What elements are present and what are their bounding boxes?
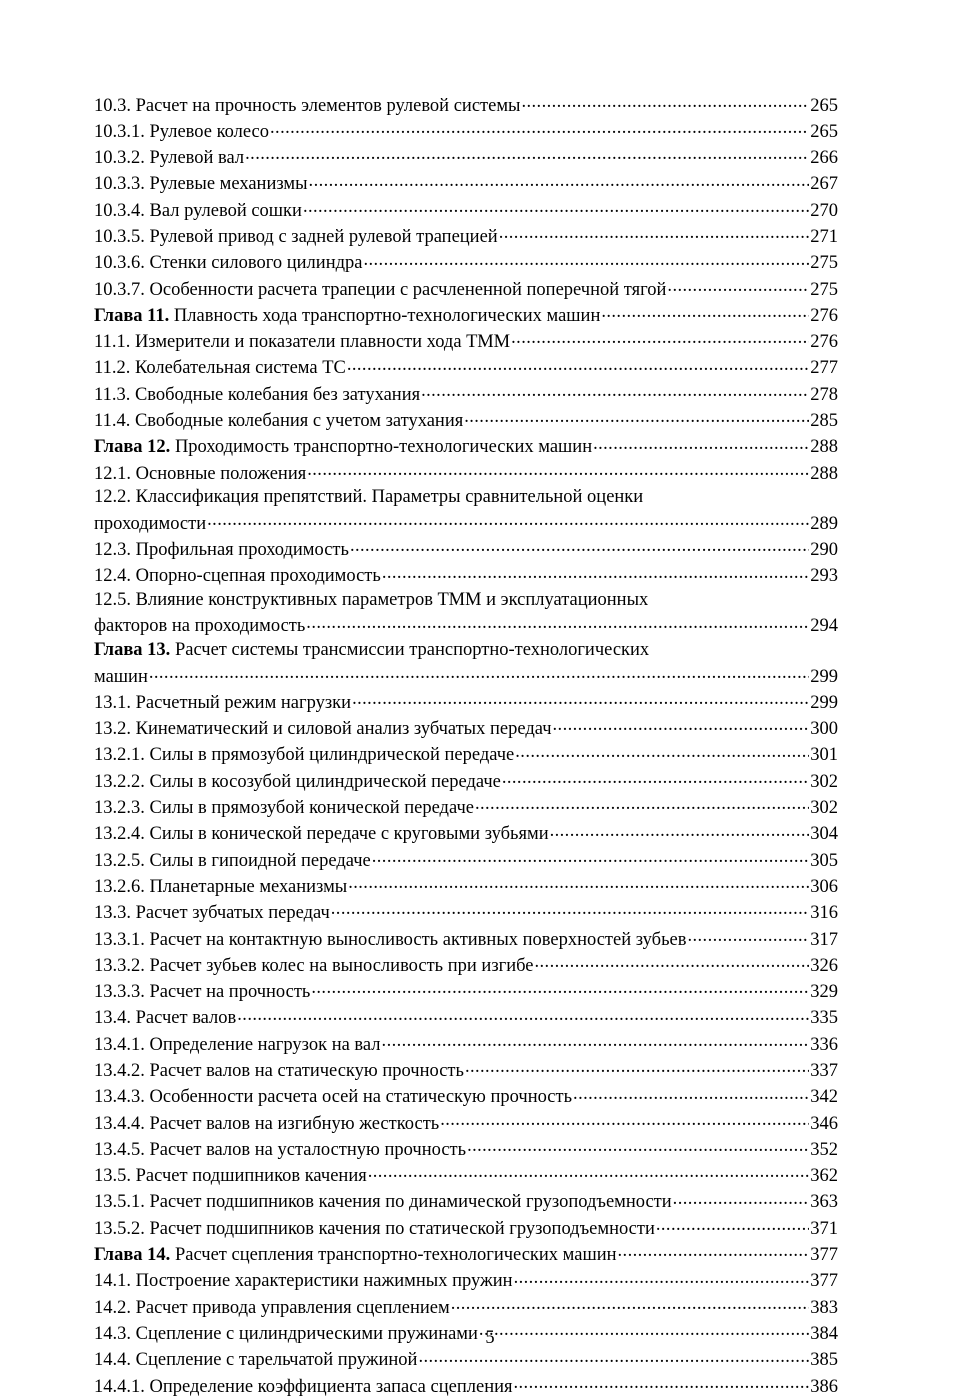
toc-entry-line — [94, 1057, 838, 1083]
toc-entry-line — [94, 742, 838, 768]
toc-entry-title — [94, 305, 600, 329]
toc-entry-title — [94, 744, 514, 768]
dot-leader — [270, 118, 809, 137]
dot-leader — [306, 613, 809, 632]
toc-entry-line — [94, 639, 838, 663]
toc-entry — [94, 486, 838, 536]
toc-entry-title — [94, 666, 148, 690]
toc-entry — [94, 873, 838, 899]
dot-leader — [499, 223, 810, 242]
toc-entry-text: 13.2.5. Силы в гипоидной передаче — [94, 850, 371, 871]
toc-entry-text: 13.2.2. Силы в косозубой цилиндрической передаче — [94, 771, 501, 792]
toc-page-number: 317 — [810, 929, 838, 950]
toc-entry-line — [94, 689, 838, 715]
toc-entry — [94, 329, 838, 355]
dot-leader — [451, 1294, 810, 1313]
toc-entry-text: машин — [94, 666, 148, 687]
toc-page-number: 288 — [810, 463, 838, 484]
toc-entry-line — [94, 276, 838, 302]
dot-leader — [601, 302, 809, 321]
toc-entry-title — [94, 1244, 617, 1268]
toc-entry-title — [94, 226, 498, 250]
toc-entry-text: 13.1. Расчетный режим нагрузки — [94, 692, 352, 713]
toc-entry-text: 13.4.3. Особенности расчета осей на статическую прочность — [94, 1087, 573, 1108]
toc-entry — [94, 926, 838, 952]
toc-entry — [94, 1294, 838, 1320]
dot-leader — [440, 1110, 809, 1129]
dot-leader — [347, 355, 809, 374]
toc-page-number: 270 — [810, 200, 838, 221]
dot-leader — [237, 1005, 809, 1024]
dot-leader — [514, 1268, 810, 1287]
toc-entry-line — [94, 613, 838, 639]
toc-entry-text: 13.3.1. Расчет на контактную выносливость активных поверхностей зубьев — [94, 929, 687, 950]
toc-entry — [94, 171, 838, 197]
toc-entry-text: 11.2. Колебательная система ТС — [94, 358, 346, 379]
toc-entry-title — [94, 252, 362, 276]
toc-entry-text: 10.3.7. Особенности расчета трапеции с расчлененной поперечной тягой — [94, 279, 667, 300]
toc-entry-title — [94, 121, 269, 145]
toc-page-number: 266 — [810, 148, 838, 169]
toc-entry-text: Проходимость транспортно-технологических машин — [170, 437, 593, 458]
toc-entry-line — [94, 1294, 838, 1320]
dot-leader — [352, 689, 809, 708]
dot-leader — [511, 329, 809, 348]
toc-entry-title — [94, 1165, 367, 1189]
toc-page-number: 300 — [810, 719, 838, 740]
toc-entry-line — [94, 460, 838, 486]
toc-entry-line — [94, 302, 838, 328]
toc-entry-line — [94, 1189, 838, 1215]
toc-entry-text: 12.3. Профильная проходимость — [94, 540, 349, 561]
toc-entry-line — [94, 1005, 838, 1031]
toc-entry-title — [94, 797, 474, 821]
toc-entry — [94, 145, 838, 171]
toc-page-number: 362 — [810, 1166, 838, 1187]
toc-entry-text: 10.3.4. Вал рулевой сошки — [94, 200, 302, 221]
toc-entry-text: 13.2.6. Планетарные механизмы — [94, 876, 348, 897]
toc-entry-title — [94, 823, 549, 847]
toc-entry-line — [94, 1215, 838, 1241]
toc-entry — [94, 900, 838, 926]
toc-entry-text: 14.3. Сцепление с цилиндрическими пружинами — [94, 1323, 478, 1344]
toc-entry — [94, 795, 838, 821]
toc-entry-title — [94, 200, 302, 224]
toc-entry-title — [94, 1034, 381, 1058]
toc-page-number: 265 — [810, 95, 838, 116]
toc-entry-line — [94, 1242, 838, 1268]
toc-entry — [94, 276, 838, 302]
dot-leader — [502, 768, 809, 787]
toc-entry-title — [94, 1297, 450, 1321]
toc-entry-line — [94, 1347, 838, 1373]
toc-entry-text: 13.3.3. Расчет на прочность — [94, 982, 311, 1003]
dot-leader — [467, 1136, 809, 1155]
toc-entry — [94, 381, 838, 407]
toc-page-number: 302 — [810, 771, 838, 792]
dot-leader — [303, 197, 809, 216]
toc-entry-title — [94, 876, 347, 900]
toc-entry-text: 10.3.2. Рулевой вал — [94, 148, 245, 169]
toc-page-number: 302 — [810, 798, 838, 819]
toc-entry-text: 10.3.5. Рулевой привод с задней рулевой трапецией — [94, 226, 498, 247]
toc-entry — [94, 302, 838, 328]
dot-leader — [573, 1084, 809, 1103]
toc-entry-line — [94, 1268, 838, 1294]
toc-entry — [94, 1347, 838, 1373]
chapter-label: Глава 11. — [94, 305, 170, 326]
toc-entry-line — [94, 847, 838, 873]
toc-entry-title — [94, 1007, 236, 1031]
dot-leader — [331, 900, 809, 919]
toc-entry-line — [94, 663, 838, 689]
toc-entry-line — [94, 118, 838, 144]
toc-entry-text: 12.5. Влияние конструктивных параметров ТММ и эксплуатационных — [94, 590, 649, 611]
toc-entry — [94, 1136, 838, 1162]
toc-entry — [94, 434, 838, 460]
dot-leader — [421, 381, 809, 400]
toc-entry — [94, 223, 838, 249]
toc-entry-text: 13.4.5. Расчет валов на усталостную прочность — [94, 1139, 467, 1160]
toc-entry-line — [94, 537, 838, 563]
toc-entry-line — [94, 486, 838, 510]
toc-entry — [94, 460, 838, 486]
toc-page-number: 377 — [810, 1245, 838, 1266]
dot-leader — [372, 847, 810, 866]
toc-entry-text: 13.4.1. Определение нагрузок на вал — [94, 1034, 381, 1055]
toc-entry-title — [94, 1191, 672, 1215]
chapter-label: Глава 13. — [94, 640, 171, 661]
toc-page-number: 275 — [810, 253, 838, 274]
toc-page-number: 293 — [810, 566, 838, 587]
dot-leader — [350, 537, 809, 556]
toc-entry-line — [94, 952, 838, 978]
toc-entry — [94, 589, 838, 639]
toc-page-number: 336 — [810, 1034, 838, 1055]
chapter-label: Глава 14. — [94, 1245, 171, 1266]
toc-entry — [94, 563, 838, 589]
toc-entry-line — [94, 408, 838, 434]
toc-entry-title — [94, 1139, 466, 1163]
dot-leader — [535, 952, 810, 971]
dot-leader — [550, 821, 810, 840]
toc-entry-line — [94, 589, 838, 613]
dot-leader — [311, 979, 809, 998]
toc-entry-title — [94, 357, 346, 381]
dot-leader — [309, 171, 810, 190]
toc-page-number: 299 — [810, 692, 838, 713]
toc-entry-line — [94, 1163, 838, 1189]
toc-entry-text: 14.2. Расчет привода управления сцеплением — [94, 1297, 450, 1318]
toc-entry-title — [94, 1349, 417, 1373]
toc-entry — [94, 952, 838, 978]
page-number: 5 — [485, 1328, 495, 1348]
toc-page-number: 386 — [810, 1376, 838, 1397]
toc-entry-text: 11.3. Свободные колебания без затухания — [94, 384, 421, 405]
toc-page-number: 289 — [810, 513, 838, 534]
dot-leader — [382, 563, 809, 582]
dot-leader — [515, 742, 809, 761]
toc-entry-line — [94, 92, 838, 118]
toc-entry — [94, 92, 838, 118]
toc-entry-title — [94, 565, 381, 589]
toc-entry — [94, 250, 838, 276]
toc-entry — [94, 1189, 838, 1215]
toc-page-number: 285 — [810, 411, 838, 432]
toc-entry — [94, 742, 838, 768]
toc-entry-text: проходимости — [94, 513, 207, 534]
toc-entry-text: 13.5.2. Расчет подшипников качения по статической грузоподъемности — [94, 1218, 655, 1239]
toc-entry — [94, 1005, 838, 1031]
toc-entry — [94, 1110, 838, 1136]
dot-leader — [149, 663, 809, 682]
toc-entry-title — [94, 640, 649, 660]
toc-entry-text: 12.2. Классификация препятствий. Параметры сравнительной оценки — [94, 487, 644, 508]
toc-entry-line — [94, 1373, 838, 1399]
table-of-contents — [94, 92, 838, 1399]
toc-entry-title — [94, 590, 648, 610]
toc-entry-text: 13.2.3. Силы в прямозубой конической передаче — [94, 798, 474, 819]
dot-leader — [673, 1189, 810, 1208]
toc-entry-title — [94, 463, 306, 487]
toc-page-number: 288 — [810, 437, 838, 458]
toc-entry-line — [94, 250, 838, 276]
toc-entry-text: 10.3. Расчет на прочность элементов рулевой системы — [94, 95, 521, 116]
toc-entry-line — [94, 1136, 838, 1162]
toc-entry-text: 11.1. Измерители и показатели плавности хода ТММ — [94, 332, 511, 353]
dot-leader — [687, 926, 809, 945]
dot-leader — [418, 1347, 809, 1366]
toc-page-number: 267 — [810, 174, 838, 195]
toc-entry — [94, 768, 838, 794]
toc-entry-text: 14.4.1. Определение коэффициента запаса сцепления — [94, 1376, 513, 1397]
toc-entry — [94, 118, 838, 144]
toc-entry-text: 10.3.3. Рулевые механизмы — [94, 174, 308, 195]
dot-leader — [368, 1163, 810, 1182]
toc-entry-text: 12.1. Основные положения — [94, 463, 307, 484]
toc-entry-text: Расчет сцепления транспортно-технологических машин — [170, 1245, 617, 1266]
toc-entry-line — [94, 795, 838, 821]
toc-page-number: 342 — [810, 1087, 838, 1108]
toc-entry-title — [94, 981, 310, 1005]
toc-entry-title — [94, 929, 686, 953]
toc-page-number: 377 — [810, 1271, 838, 1292]
toc-entry-text: 14.1. Построение характеристики нажимных пружин — [94, 1271, 513, 1292]
dot-leader — [618, 1242, 810, 1261]
toc-entry — [94, 1057, 838, 1083]
dot-leader — [465, 1057, 809, 1076]
toc-entry-title — [94, 436, 592, 460]
dot-leader — [667, 276, 809, 295]
toc-entry — [94, 1215, 838, 1241]
dot-leader — [207, 510, 809, 529]
toc-entry-line — [94, 563, 838, 589]
toc-page-number: 335 — [810, 1008, 838, 1029]
toc-entry-text: 12.4. Опорно-сцепная проходимость — [94, 566, 381, 587]
dot-leader — [521, 92, 809, 111]
toc-entry-title — [94, 902, 330, 926]
toc-entry-text: 13.5.1. Расчет подшипников качения по динамической грузоподъемности — [94, 1192, 672, 1213]
toc-entry-title — [94, 692, 351, 716]
toc-entry-line — [94, 355, 838, 381]
toc-entry-title — [94, 1113, 439, 1137]
dot-leader — [348, 873, 809, 892]
toc-entry-title — [94, 410, 463, 434]
toc-entry-line — [94, 145, 838, 171]
toc-entry-line — [94, 1110, 838, 1136]
toc-page-number: 294 — [810, 616, 838, 637]
dot-leader — [382, 1031, 810, 1050]
toc-page-number: 326 — [810, 955, 838, 976]
dot-leader — [553, 716, 810, 735]
toc-entry — [94, 821, 838, 847]
toc-entry-text: 13.2.1. Силы в прямозубой цилиндрической передаче — [94, 745, 515, 766]
toc-entry-line — [94, 329, 838, 355]
toc-page-number: 385 — [810, 1350, 838, 1371]
chapter-label: Глава 12. — [94, 437, 171, 458]
toc-entry — [94, 689, 838, 715]
toc-entry-line — [94, 873, 838, 899]
toc-entry-title — [94, 331, 510, 355]
toc-page-number: 299 — [810, 666, 838, 687]
toc-entry — [94, 1031, 838, 1057]
toc-entry-title — [94, 279, 666, 303]
toc-page-number: 271 — [810, 226, 838, 247]
toc-entry-title — [94, 95, 520, 119]
toc-entry — [94, 716, 838, 742]
dot-leader — [464, 408, 809, 427]
toc-entry-title — [94, 487, 643, 507]
toc-entry-line — [94, 768, 838, 794]
toc-entry-title — [94, 1060, 464, 1084]
toc-entry-line — [94, 1031, 838, 1057]
toc-entry — [94, 1163, 838, 1189]
toc-entry-text: 13.4. Расчет валов — [94, 1008, 237, 1029]
toc-entry — [94, 1268, 838, 1294]
toc-page-number: 306 — [810, 876, 838, 897]
toc-entry-line — [94, 171, 838, 197]
toc-entry-title — [94, 615, 305, 639]
toc-entry-title — [94, 1270, 513, 1294]
toc-entry-line — [94, 821, 838, 847]
dot-leader — [363, 250, 809, 269]
toc-entry — [94, 979, 838, 1005]
toc-page-number: 337 — [810, 1060, 838, 1081]
toc-page-number: 305 — [810, 850, 838, 871]
toc-entry-title — [94, 384, 420, 408]
toc-entry — [94, 1373, 838, 1399]
toc-entry-title — [94, 539, 349, 563]
toc-entry-title — [94, 718, 552, 742]
toc-entry-line — [94, 926, 838, 952]
toc-page-number: 346 — [810, 1113, 838, 1134]
toc-entry-line — [94, 223, 838, 249]
toc-entry-line — [94, 716, 838, 742]
toc-entry-text: факторов на проходимость — [94, 616, 306, 637]
toc-entry-line — [94, 381, 838, 407]
dot-leader — [514, 1373, 810, 1392]
toc-entry-title — [94, 955, 534, 979]
toc-entry-line — [94, 979, 838, 1005]
dot-leader — [656, 1215, 809, 1234]
toc-entry — [94, 1242, 838, 1268]
toc-entry-text: 13.4.2. Расчет валов на статическую прочность — [94, 1060, 464, 1081]
toc-entry-line — [94, 510, 838, 536]
dot-leader — [307, 460, 809, 479]
toc-entry — [94, 408, 838, 434]
toc-page-number: 352 — [810, 1139, 838, 1160]
toc-entry-text: 13.5. Расчет подшипников качения — [94, 1166, 367, 1187]
toc-page-number: 276 — [810, 332, 838, 353]
toc-entry-text: 11.4. Свободные колебания с учетом затухания — [94, 411, 464, 432]
toc-entry-text: 13.3. Расчет зубчатых передач — [94, 903, 330, 924]
toc-entry-title — [94, 1376, 513, 1399]
toc-entry — [94, 847, 838, 873]
toc-entry-line — [94, 900, 838, 926]
toc-entry — [94, 639, 838, 689]
dot-leader — [245, 145, 809, 164]
toc-entry-text: 13.2.4. Силы в конической передаче с круговыми зубьями — [94, 824, 549, 845]
toc-entry-title — [94, 1218, 655, 1242]
toc-page-number: 301 — [810, 745, 838, 766]
toc-page-number: 316 — [810, 903, 838, 924]
toc-entry-text: 13.3.2. Расчет зубьев колес на выносливость при изгибе — [94, 955, 534, 976]
toc-page-number: 329 — [810, 982, 838, 1003]
toc-entry-text: Расчет системы трансмиссии транспортно-технологических — [170, 640, 650, 661]
toc-entry-title — [94, 147, 244, 171]
toc-entry-title — [94, 1086, 572, 1110]
toc-entry-line — [94, 434, 838, 460]
toc-page-number: 384 — [810, 1323, 838, 1344]
toc-entry-text: 13.4.4. Расчет валов на изгибную жесткость — [94, 1113, 440, 1134]
toc-page-number: 290 — [810, 540, 838, 561]
toc-entry-line — [94, 197, 838, 223]
toc-page-number: 278 — [810, 384, 838, 405]
toc-entry-text: 13.2. Кинематический и силовой анализ зубчатых передач — [94, 719, 552, 740]
toc-page-number: 277 — [810, 358, 838, 379]
toc-entry-text: 10.3.6. Стенки силового цилиндра — [94, 253, 363, 274]
toc-entry — [94, 197, 838, 223]
toc-entry-text: Плавность хода транспортно-технологических машин — [169, 305, 601, 326]
toc-entry-line — [94, 1084, 838, 1110]
toc-page-number: 383 — [810, 1297, 838, 1318]
toc-entry-title — [94, 850, 371, 874]
toc-page-number: 276 — [810, 305, 838, 326]
toc-entry-text: 10.3.1. Рулевое колесо — [94, 121, 270, 142]
toc-entry-title — [94, 173, 308, 197]
toc-entry-text: 14.4. Сцепление с тарельчатой пружиной — [94, 1350, 418, 1371]
toc-page-number: 371 — [810, 1218, 838, 1239]
toc-entry-title — [94, 771, 501, 795]
toc-entry-title — [94, 513, 206, 537]
toc-entry — [94, 355, 838, 381]
dot-leader — [593, 434, 809, 453]
toc-entry — [94, 537, 838, 563]
toc-entry — [94, 1084, 838, 1110]
toc-page-number: 265 — [810, 121, 838, 142]
toc-page-number: 304 — [810, 824, 838, 845]
toc-page-number: 275 — [810, 279, 838, 300]
dot-leader — [475, 795, 809, 814]
toc-page-number: 363 — [810, 1192, 838, 1213]
